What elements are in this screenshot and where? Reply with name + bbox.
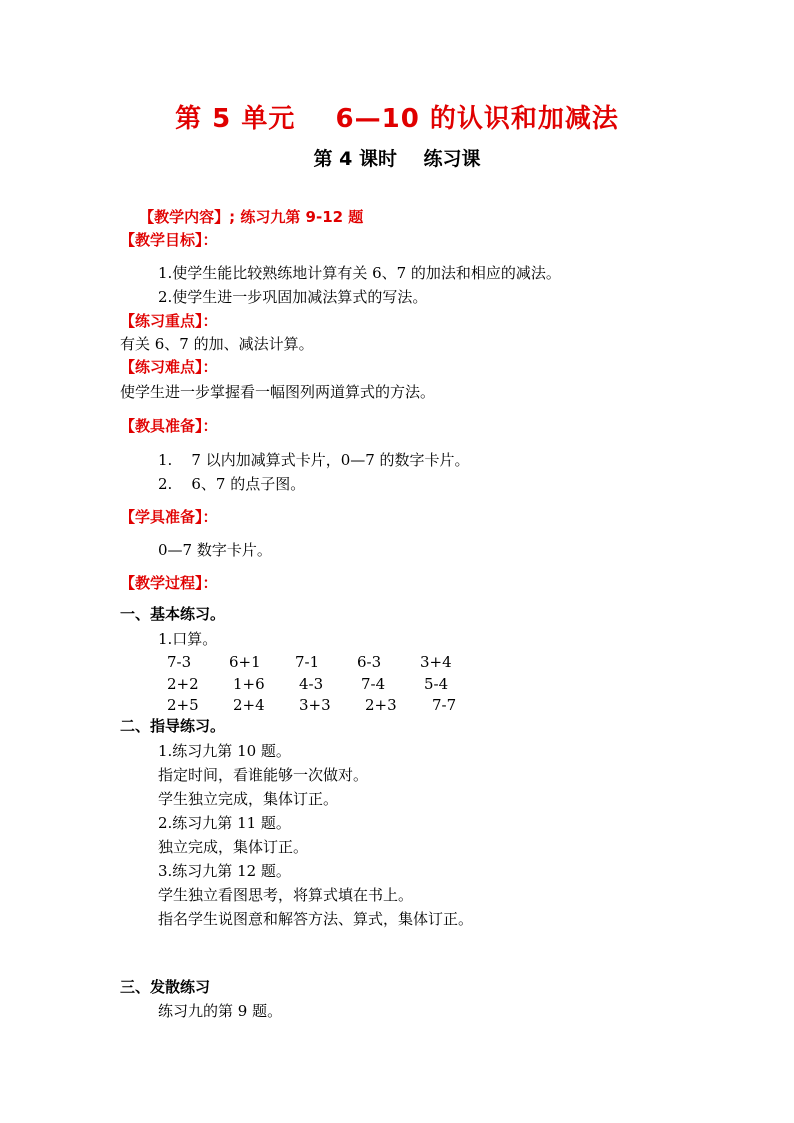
part2-line: 3.练习九第 12 题。 [158,862,291,880]
calc-row-3 [0,695,794,715]
unit-title: 第 5 单元 6—10 的认识和加减法 [175,104,619,134]
part2-line: 指定时间，看谁能够一次做对。 [158,766,369,784]
content-value: ; 练习九第 9-12 题 [229,208,364,226]
difficulty-text: 使学生进一步掌握看一幅图列两道算式的方法。 [120,383,436,401]
objective-item-1: 1.使学生能比较熟练地计算有关 6、7 的加法和相应的减法。 [158,264,561,282]
part2-line: 学生独立看图思考，将算式填在书上。 [158,886,414,904]
part2-line: 1.练习九第 10 题。 [158,742,291,760]
part2-line: 学生独立完成，集体订正。 [158,790,339,808]
objectives-heading: 【教学目标】： [120,231,218,249]
calc-item: 4-3 [299,675,324,693]
part2-line: 2.练习九第 11 题。 [158,814,291,832]
teaching-aid-item-2: 2. 6、7 的点子图。 [158,475,306,493]
calc-item: 2+4 [233,696,265,714]
calc-item: 6+1 [229,653,261,671]
part2-line: 独立完成，集体订正。 [158,838,309,856]
calc-item: 7-7 [432,696,457,714]
calc-item: 6-3 [357,653,382,671]
calc-item: 1+6 [233,675,265,693]
lesson-subtitle: 第 4 课时 练习课 [313,148,481,170]
calc-item: 3+4 [420,653,452,671]
part2-heading: 二、指导练习。 [120,717,226,735]
teaching-aids-heading: 【教具准备】： [120,417,218,435]
calc-item: 2+5 [167,696,199,714]
calc-item: 5-4 [424,675,449,693]
student-aids-heading: 【学具准备】： [120,508,218,526]
calc-row-2 [0,674,794,694]
process-heading: 【教学过程】： [120,574,218,592]
oral-calc-label: 1.口算。 [158,630,218,648]
calc-item: 2+3 [365,696,397,714]
part3-heading: 三、发散练习 [120,978,211,996]
calc-item: 3+3 [299,696,331,714]
calc-item: 7-1 [295,653,320,671]
calc-item: 7-4 [361,675,386,693]
part3-line: 练习九的第 9 题。 [158,1002,283,1020]
objective-item-2: 2.使学生进一步巩固加减法算式的写法。 [158,288,428,306]
part1-heading: 一、基本练习。 [120,605,226,623]
content-heading: 【教学内容】 [139,208,230,226]
key-points-heading: 【练习重点】： [120,312,218,330]
teaching-aid-item-1: 1. 7 以内加减算式卡片，0—7 的数字卡片。 [158,451,470,469]
student-aids-text: 0—7 数字卡片。 [158,541,272,559]
difficulty-heading: 【练习难点】： [120,358,218,376]
calc-row-1 [0,652,794,672]
part2-line: 指名学生说图意和解答方法、算式，集体订正。 [158,910,474,928]
calc-item: 7-3 [167,653,192,671]
calc-item: 2+2 [167,675,199,693]
key-points-text: 有关 6、7 的加、减法计算。 [120,335,314,353]
